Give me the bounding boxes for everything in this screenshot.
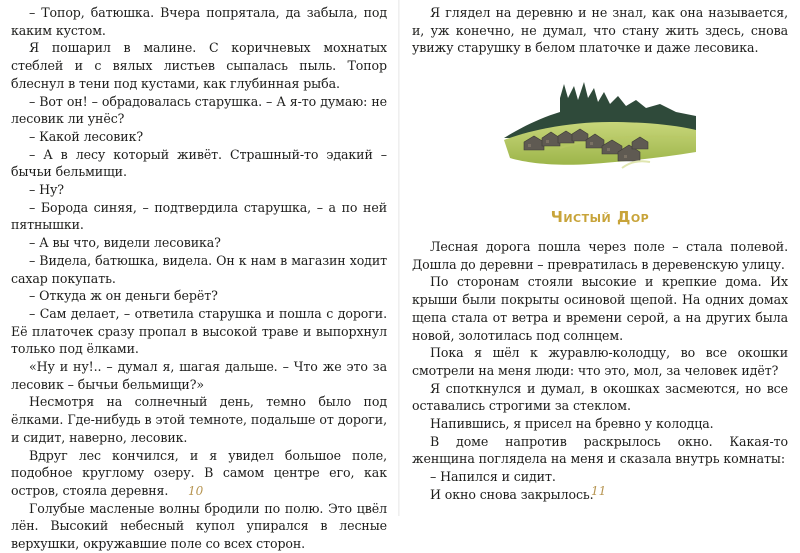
paragraph: – Сам делает, – ответила старушка и пошла с дороги. Её платочек сразу пропал в высокой траве и выпорхнул только под ёлками. bbox=[11, 305, 387, 357]
right-page-text bbox=[412, 238, 788, 504]
paragraph: Вдруг лес кончился, и я увидел большое поле, подобное круглому озеру. В самом центре его, как остров, стояла деревня. bbox=[11, 447, 387, 498]
paragraph: Несмотря на солнечный день, темно было под ёлками. Где-нибудь в этой темноте, подальше от дороги, и сидит, наверно, лесовик. bbox=[11, 394, 387, 445]
right-page-intro bbox=[412, 4, 788, 57]
paragraph: Напившись, я присел на бревно у колодца. bbox=[430, 416, 714, 432]
left-page bbox=[0, 0, 400, 552]
paragraph: – Видела, батюшка, видела. Он к нам в магазин ходит сахар покупать. bbox=[11, 252, 387, 286]
chapter-title: Чистый Дор bbox=[550, 208, 650, 226]
paragraph: – А вы что, видели лесовика? bbox=[29, 235, 221, 251]
page-number: 10 bbox=[188, 484, 204, 498]
paragraph: – Какой лесовик? bbox=[29, 128, 144, 144]
paragraph: «Ну и ну!.. – думал я, шагая дальше. – Что же это за лесовик – бычьи бельмищи?» bbox=[11, 359, 387, 392]
paragraph: И окно снова закрылось. bbox=[430, 486, 594, 502]
page-number: 11 bbox=[591, 484, 607, 498]
village-illustration bbox=[500, 78, 700, 176]
paragraph: – Вот он! – обрадовалась старушка. – А я-то думаю: не лесовик ли унёс? bbox=[11, 93, 387, 127]
paragraph: – Откуда ж он деньги берёт? bbox=[29, 288, 218, 304]
paragraph: Я споткнулся и думал, в окошках засмеются, но все оставались строгими за стеклом. bbox=[412, 380, 788, 414]
paragraph: – Борода синяя, – подтвердила старушка, – а по ней пятнышки. bbox=[11, 199, 387, 233]
left-page-text bbox=[11, 4, 387, 553]
paragraph: В доме напротив раскрылось окно. Какая-то женщина поглядела на меня и сказала внутрь комнаты: bbox=[412, 433, 788, 467]
paragraph: – Ну? bbox=[29, 182, 64, 198]
paragraph: Лесная дорога пошла через поле – стала полевой. Дошла до деревни – превратилась в деревенскую улицу. bbox=[412, 239, 788, 272]
paragraph: Пока я шёл к журавлю-колодцу, во все окошки смотрели на меня люди: что это, мол, за человек идёт? bbox=[412, 345, 788, 378]
paragraph: – А в лесу который живёт. Страшный-то эдакий – бычьи бельмищи. bbox=[11, 146, 387, 180]
paragraph: Я пошарил в малине. С коричневых мохнатых стеблей и с вялых листьев сыпалась пыль. Топор блеснул в тени под кустами, как глубинная рыба. bbox=[11, 40, 387, 91]
paragraph: Голубые масленые волны бродили по полю. Это цвёл лён. Высокий небесный купол упирался в лесные верхушки, окружавшие поле со всех сторон. bbox=[11, 500, 387, 552]
paragraph: По сторонам стояли высокие и крепкие дома. Их крыши были покрыты осиновой щепой. На одних домах щепа стала от ветра и времени серой, а на других была новой, золотилась под солнцем. bbox=[412, 274, 788, 343]
paragraph: Я глядел на деревню и не знал, как она называется, и, уж конечно, не думал, что стану жить здесь, снова увижу старушку в белом платочке и даже лесовика. bbox=[412, 5, 788, 56]
right-page bbox=[400, 0, 800, 516]
paragraph: – Топор, батюшка. Вчера попрятала, да забыла, под каким кустом. bbox=[11, 5, 387, 38]
paragraph: – Напился и сидит. bbox=[430, 469, 556, 485]
